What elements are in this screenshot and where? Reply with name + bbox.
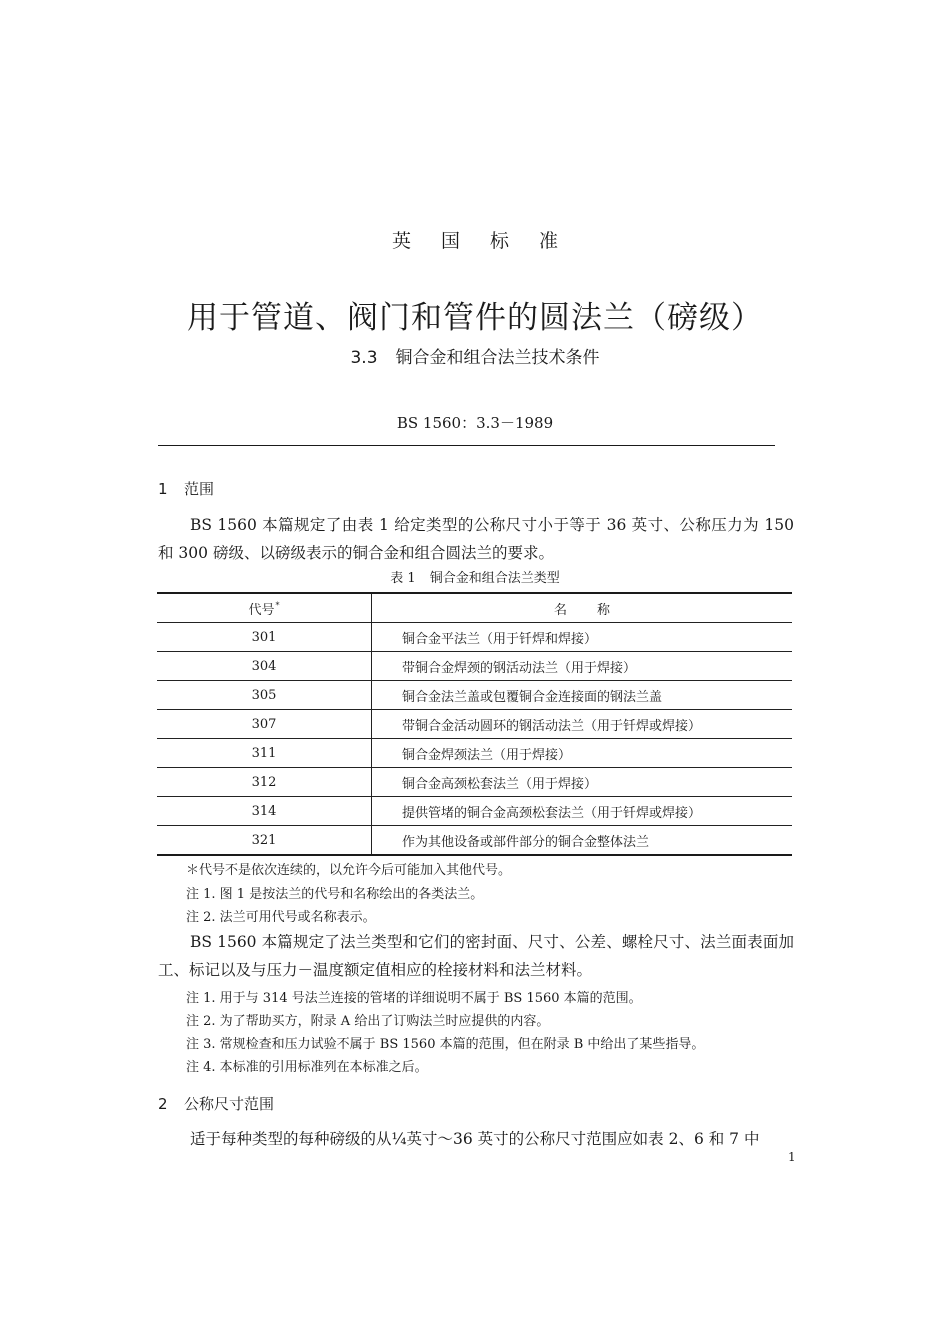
cell-code: 305 — [157, 681, 372, 710]
cell-name: 铜合金平法兰（用于钎焊和焊接） — [372, 623, 793, 652]
section-number: 1 — [158, 480, 168, 498]
subtitle-part-number: 3.3 — [350, 348, 378, 368]
section-title: 范围 — [184, 480, 215, 498]
table-caption — [0, 567, 950, 586]
cell-code: 312 — [157, 768, 372, 797]
cell-name: 作为其他设备或部件部分的铜合金整体法兰 — [372, 826, 793, 856]
cell-name: 铜合金高颈松套法兰（用于焊接） — [372, 768, 793, 797]
document-title: 用于管道、阀门和管件的圆法兰（磅级） — [187, 300, 763, 336]
table-caption-number: 表 1 — [390, 571, 416, 586]
table-row — [157, 652, 792, 681]
size-range-paragraph: 适于每种类型的每种磅级的从¼英寸～36 英寸的公称尺寸范围应如表 2、6 和 7 中 — [190, 1130, 760, 1148]
cell-code: 307 — [157, 710, 372, 739]
scope-paragraph: BS 1560 本篇规定了由表 1 给定类型的公称尺寸小于等于 36 英寸、公称压力为 150 和 300 磅级、以磅级表示的铜合金和组合圆法兰的要求。 — [158, 516, 794, 562]
scope-note-2: 注 2. 为了帮助买方，附录 A 给出了订购法兰时应提供的内容。 — [186, 1014, 550, 1029]
column-header-code-label: 代号 — [248, 602, 275, 618]
cell-name: 提供管堵的铜合金高颈松套法兰（用于钎焊或焊接） — [372, 797, 793, 826]
footnote-marker: * — [275, 601, 280, 611]
cell-name: 带铜合金活动圆环的钢活动法兰（用于钎焊或焊接） — [372, 710, 793, 739]
standard-org-heading: 英国标准 — [391, 230, 588, 252]
table-header-row — [157, 593, 792, 623]
table-note-2: 注 2. 法兰可用代号或名称表示。 — [186, 910, 376, 925]
cell-name: 铜合金焊颈法兰（用于焊接） — [372, 739, 793, 768]
section-number: 2 — [158, 1095, 168, 1113]
table-row — [157, 623, 792, 652]
section-2-heading — [158, 1093, 274, 1114]
document-subtitle — [0, 343, 950, 368]
header-divider — [158, 445, 775, 446]
cell-code: 311 — [157, 739, 372, 768]
scope-note-4: 注 4. 本标准的引用标准列在本标准之后。 — [186, 1060, 428, 1075]
subtitle-text: 铜合金和组合法兰技术条件 — [395, 348, 600, 368]
cell-name: 带铜合金焊颈的钢活动法兰（用于焊接） — [372, 652, 793, 681]
table-row — [157, 826, 792, 856]
standard-code: BS 1560：3.3－1989 — [396, 414, 554, 432]
table-row — [157, 681, 792, 710]
section-1-heading — [158, 478, 214, 499]
flange-types-table — [157, 592, 792, 856]
column-header-code — [157, 593, 372, 623]
table-row — [157, 797, 792, 826]
table-footnote: ＊代号不是依次连续的，以允许今后可能加入其他代号。 — [186, 863, 512, 878]
column-header-name: 名称 — [372, 593, 793, 623]
scope-note-3: 注 3. 常规检查和压力试验不属于 BS 1560 本篇的范围，但在附录 B 中给出了某些指导。 — [186, 1037, 705, 1052]
scope-note-1: 注 1. 用于与 314 号法兰连接的管堵的详细说明不属于 BS 1560 本篇的范围。 — [186, 991, 642, 1006]
table-row — [157, 739, 792, 768]
cell-code: 321 — [157, 826, 372, 856]
cell-code: 301 — [157, 623, 372, 652]
cell-code: 314 — [157, 797, 372, 826]
section-title: 公称尺寸范围 — [184, 1095, 275, 1113]
table-note-1: 注 1. 图 1 是按法兰的代号和名称绘出的各类法兰。 — [186, 887, 484, 902]
table-row — [157, 768, 792, 797]
page-number: 1 — [788, 1150, 796, 1164]
cell-code: 304 — [157, 652, 372, 681]
table-caption-text: 铜合金和组合法兰类型 — [429, 571, 560, 586]
scope-paragraph-2: BS 1560 本篇规定了法兰类型和它们的密封面、尺寸、公差、螺栓尺寸、法兰面表面加工、标记以及与压力－温度额定值相应的栓接材料和法兰材料。 — [158, 933, 794, 979]
table-row — [157, 710, 792, 739]
cell-name: 铜合金法兰盖或包覆铜合金连接面的钢法兰盖 — [372, 681, 793, 710]
